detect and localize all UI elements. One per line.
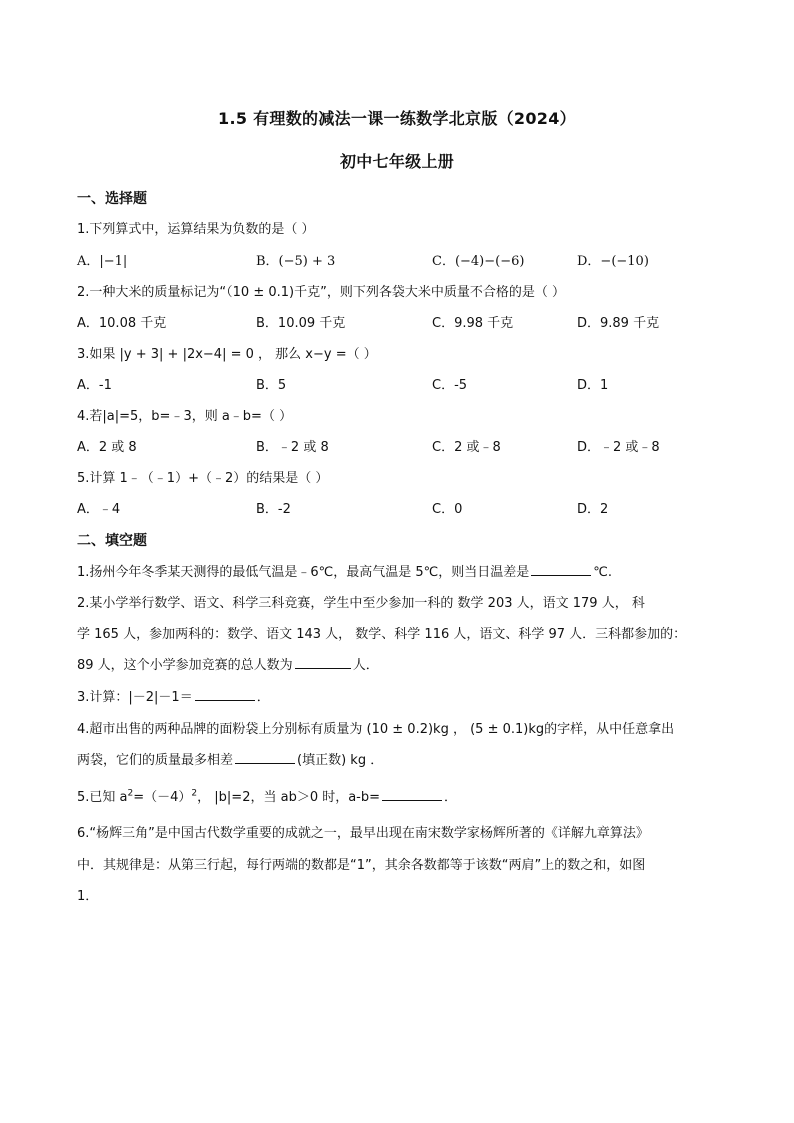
answer-blank[interactable] xyxy=(382,788,442,801)
option-5a: A．﹣4 xyxy=(77,502,121,517)
answer-blank[interactable] xyxy=(295,656,351,669)
answer-blank[interactable] xyxy=(235,751,295,764)
fill-question-4-line1: 4.超市出售的两种品牌的面粉袋上分别标有质量为 (10 ± 0.2)kg ， (5 ± 0.1)kg的字样，从中任意拿出 xyxy=(77,722,675,737)
fill-question-4-line2 xyxy=(77,749,383,768)
fill-5-exponent: 2 xyxy=(127,788,134,799)
option-2d: D．9.89 千克 xyxy=(577,316,660,331)
option-4b: B．﹣2 或 8 xyxy=(256,440,329,455)
fill-4-unit: (填正数) kg ． xyxy=(297,753,384,768)
fill-5-exponent-2: 2 xyxy=(191,788,198,799)
option-4d: D．﹣2 或﹣8 xyxy=(577,440,660,455)
document-subtitle: 初中七年级上册 xyxy=(339,152,455,171)
question-1: 1.下列算式中，运算结果为负数的是（ ） xyxy=(77,222,315,237)
option-1d: D．−(−10) xyxy=(577,254,649,269)
option-4a: A．2 或 8 xyxy=(77,440,137,455)
fill-question-6-line1: 6.“杨辉三角”是中国古代数学重要的成就之一，最早出现在南宋数学家杨辉所著的《详解九章算法》 xyxy=(77,826,649,841)
answer-blank[interactable] xyxy=(531,563,591,576)
option-3d: D．1 xyxy=(577,378,609,393)
option-5c: C．0 xyxy=(432,502,463,517)
fill-1-text: 1.扬州今年冬季某天测得的最低气温是﹣6℃，最高气温是 5℃，则当日温差是 xyxy=(77,565,530,580)
option-3a: A．-1 xyxy=(77,378,112,393)
fill-question-2-line1: 2.某小学举行数学、语文、科学三科竞赛，学生中至少参加一科的 数学 203 人，语文 179 人， 科 xyxy=(77,596,645,611)
fill-question-1 xyxy=(77,561,612,580)
fill-1-unit: ℃. xyxy=(593,565,613,580)
option-3b: B．5 xyxy=(256,378,287,393)
option-5d: D．2 xyxy=(577,502,609,517)
fill-question-2-line3 xyxy=(77,654,379,673)
section-heading-choice: 一、选择题 xyxy=(77,191,147,207)
fill-2-unit: 人． xyxy=(352,658,379,673)
option-4c: C．2 或﹣8 xyxy=(432,440,501,455)
fill-4-text: 两袋，它们的质量最多相差 xyxy=(77,753,234,768)
option-5b: B．-2 xyxy=(256,502,291,517)
fill-question-6-line3: 1． xyxy=(77,889,99,904)
option-2c: C．9.98 千克 xyxy=(432,316,514,331)
fill-3-text: 3.计算：|－2|－1＝ xyxy=(77,690,193,705)
question-2: 2.一种大米的质量标记为“（10 ± 0.1)千克”，则下列各袋大米中质量不合格的是（ ） xyxy=(77,285,565,300)
fill-question-6-line2: 中．其规律是：从第三行起，每行两端的数都是“1”，其余各数都等于该数“两肩”上的数之和，如图 xyxy=(77,858,646,873)
fill-question-5 xyxy=(77,786,457,805)
question-5: 5.计算 1﹣（﹣1）+（﹣2）的结果是（ ） xyxy=(77,471,329,486)
fill-5-text-b: =（－4） xyxy=(133,790,192,805)
document-title: 1.5 有理数的减法一课一练数学北京版（2024） xyxy=(218,109,576,128)
question-3: 3.如果 |y + 3| + |2x−4| = 0 ， 那么 x−y =（ ） xyxy=(77,347,377,362)
section-heading-fill: 二、填空题 xyxy=(77,533,147,549)
option-1a: A．|−1| xyxy=(77,254,128,269)
fill-2-text: 89 人，这个小学参加竞赛的总人数为 xyxy=(77,658,293,673)
option-1c: C．(−4)−(−6) xyxy=(432,254,525,269)
fill-5-end: ． xyxy=(444,790,458,805)
answer-blank[interactable] xyxy=(195,688,255,701)
option-2b: B．10.09 千克 xyxy=(256,316,346,331)
fill-question-3 xyxy=(77,686,270,705)
option-2a: A．10.08 千克 xyxy=(77,316,167,331)
question-4: 4.若|a|=5，b=﹣3，则 a﹣b=（ ） xyxy=(77,409,293,424)
fill-question-2-line2: 学 165 人，参加两科的：数学、语文 143 人， 数学、科学 116 人，语文、科学 97 人．三科都参加的： xyxy=(77,627,687,642)
fill-3-end: ． xyxy=(256,690,270,705)
fill-5-text-c: ， |b|=2，当 ab＞0 时，a-b= xyxy=(197,790,381,805)
option-3c: C．-5 xyxy=(432,378,468,393)
fill-5-text-a: 5.已知 a xyxy=(77,790,128,805)
option-1b: B．(−5) + 3 xyxy=(256,254,336,269)
